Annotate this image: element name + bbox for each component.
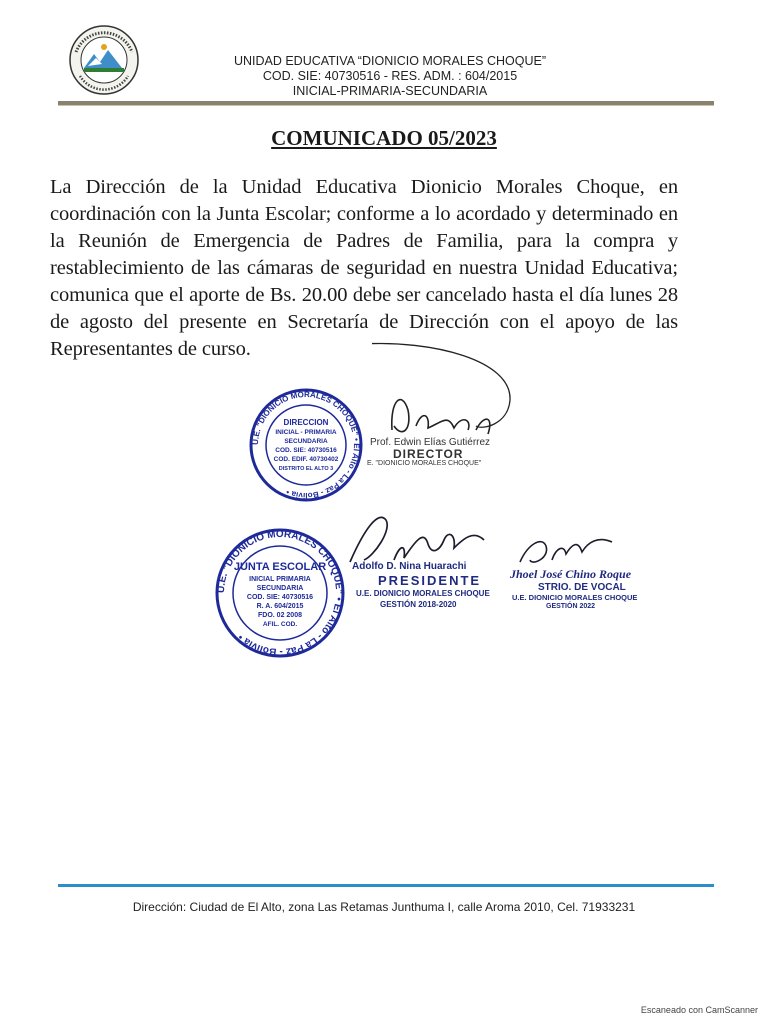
direction-stamp bbox=[248, 387, 364, 503]
stamp-line: INICIAL - PRIMARIA bbox=[275, 429, 337, 436]
junta-stamp-ring: U.E. "DIONICIO MORALES CHOQUE" • El Alto - La Paz - Bolivia • bbox=[215, 528, 345, 658]
school-logo bbox=[66, 22, 142, 98]
president-term: GESTIÓN 2018-2020 bbox=[380, 600, 457, 609]
president-org: U.E. DIONICIO MORALES CHOQUE bbox=[356, 589, 490, 598]
stamp-line: DISTRITO EL ALTO 3 bbox=[278, 466, 334, 472]
stamp-line: COD. EDIF. 40730402 bbox=[273, 456, 339, 463]
president-role: PRESIDENTE bbox=[378, 573, 482, 588]
scanner-watermark: Escaneado con CamScanner bbox=[640, 1005, 758, 1015]
document-title: COMUNICADO 05/2023 bbox=[271, 126, 497, 150]
stamp-line: SECUNDARIA bbox=[284, 438, 328, 445]
school-codes: COD. SIE: 40730516 - RES. ADM. : 604/2015 bbox=[262, 69, 518, 83]
stamp-line: AFIL. COD. bbox=[262, 621, 298, 628]
vocal-name: Jhoel José Chino Roque bbox=[510, 567, 632, 581]
footer-address: Dirección: Ciudad de El Alto, zona Las Retamas Junthuma I, calle Aroma 2010, Cel. 71933231 bbox=[132, 900, 636, 914]
stamp-line: INICIAL PRIMARIA bbox=[249, 576, 311, 583]
director-role: DIRECTOR bbox=[393, 447, 464, 461]
stamp-line: DIRECCION bbox=[283, 418, 329, 427]
stamp-line: COD. SIE: 40730516 bbox=[275, 447, 337, 454]
stamp-line: COD. SIE: 40730516 bbox=[246, 594, 314, 601]
footer-divider bbox=[58, 884, 714, 887]
stamp-line: R. A. 604/2015 bbox=[256, 603, 304, 610]
junta-escolar-stamp bbox=[210, 528, 350, 658]
stamp-line: JUNTA ESCOLAR bbox=[233, 561, 327, 573]
stamp-line: FDO. 02 2008 bbox=[258, 612, 302, 619]
vocal-org: U.E. DIONICIO MORALES CHOQUE bbox=[512, 593, 638, 602]
school-emblem-icon bbox=[66, 22, 142, 98]
stamp-line: SECUNDARIA bbox=[256, 585, 304, 592]
school-name: UNIDAD EDUCATIVA “DIONICIO MORALES CHOQUE” bbox=[233, 54, 547, 68]
direction-stamp-ring: U.E. "DIONICIO MORALES CHOQUE" • El Alto - La Paz - Bolivia • bbox=[250, 389, 362, 501]
vocal-term: GESTIÓN 2022 bbox=[546, 603, 596, 610]
director-name: Prof. Edwin Elías Gutiérrez bbox=[370, 437, 491, 448]
vocal-role: STRIO. DE VOCAL bbox=[538, 582, 626, 593]
letterhead bbox=[160, 54, 620, 99]
school-levels: INICIAL-PRIMARIA-SECUNDARIA bbox=[292, 84, 488, 98]
director-org: E. "DIONICIO MORALES CHOQUE" bbox=[367, 460, 482, 467]
header-divider bbox=[58, 101, 714, 106]
president-name: Adolfo D. Nina Huarachi bbox=[352, 561, 467, 572]
communique-body: La Dirección de la Unidad Educativa Dionicio Morales Choque, en coordinación con la Junta Escolar; conforme a lo acordado y determinado en la Reunión de Emergencia de Padres de Familia, para la compra y restablecimiento de las cámaras de seguridad en nuestra Unidad Educativa; comunica que el aporte de Bs. 20.00 debe ser cancelado hasta el día lunes 28 de agosto del presente en Secretaría de Dirección con el apoyo de las Representantes de curso. bbox=[50, 176, 678, 360]
